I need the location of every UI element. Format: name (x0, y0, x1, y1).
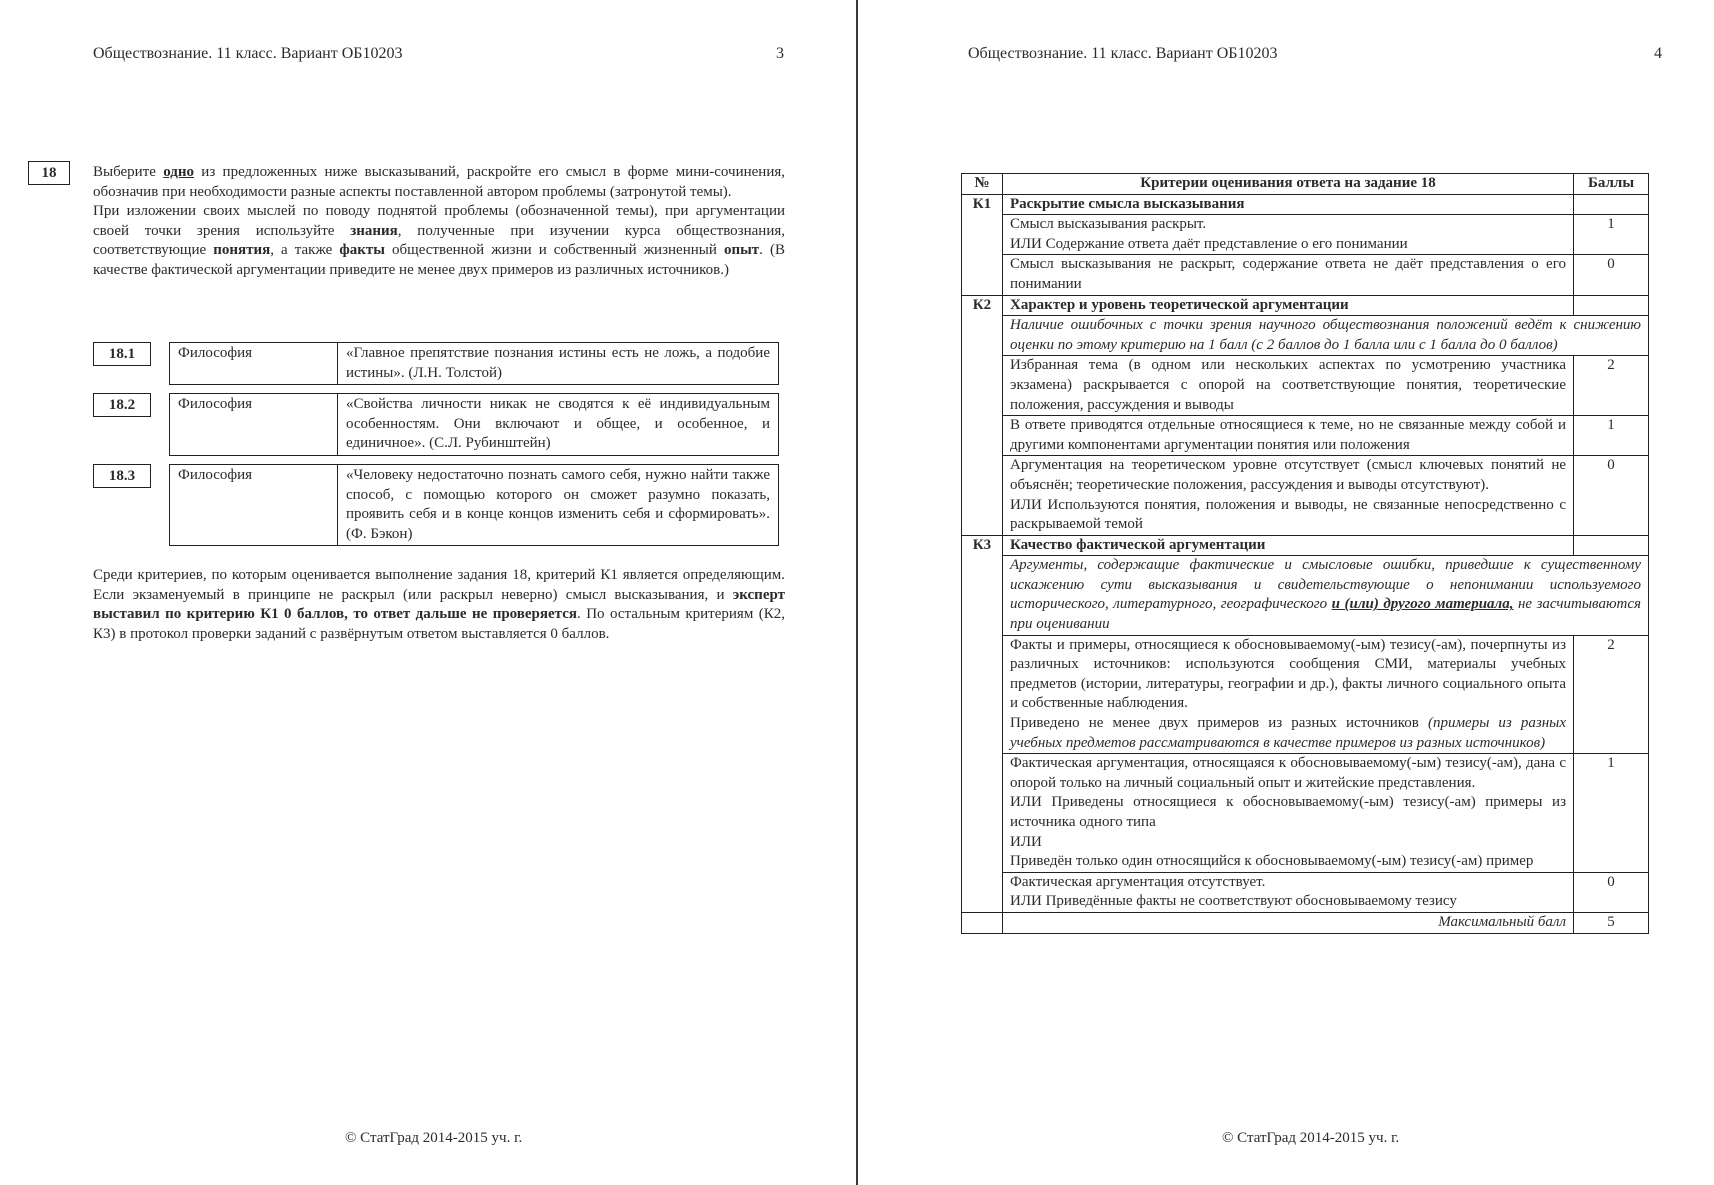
table-row: Избранная тема (в одном или нескольких аспектах по усмотрению участника экзамена) раскрывается с опорой на соответствующие понятия, теоретические положения, рассуждения и выводы 2 (962, 356, 1649, 416)
table-row: Аргументация на теоретическом уровне отсутствует (смысл ключевых понятий не объяснён; теоретические положения, рассуждения и выводы отсутствуют). ИЛИ Используются понятия, положения и выводы, не связанные непосредственно с раскрываемой темой 0 (962, 456, 1649, 535)
emphasis-one: одно (163, 164, 195, 180)
assessment-note: Среди критериев, по которым оценивается выполнение задания 18, критерий К1 является определяющим. Если экзаменуемый в принципе не раскрыл (или раскрыл неверно) смысл высказывания, и эксперт выставил по критерию К1 0 баллов, то ответ дальше не проверяется. По остальным критериям (К2, К3) в протокол проверки заданий с развёрнутым ответом выставляется 0 баллов. (93, 567, 785, 642)
points: 1 (1574, 215, 1649, 255)
option-subject: Философия (170, 465, 338, 545)
table-row: В ответе приводятся отдельные относящиеся к теме, но не связанные между собой и другими компонентами аргументации понятия или положения 1 (962, 416, 1649, 456)
points: 0 (1574, 456, 1649, 535)
option-subject: Философия (170, 394, 338, 455)
option-quote: «Свойства личности никак не сводятся к её индивидуальным особенностям. Они включают и общее, и особенное, и единичное». (С.Л. Рубинштейн) (346, 396, 770, 452)
max-score-label: Максимальный балл (1003, 912, 1574, 933)
criterion-title-row (962, 194, 1649, 215)
criterion-title: Характер и уровень теоретической аргументации (1003, 295, 1574, 316)
points: 2 (1574, 356, 1649, 416)
option-quote: «Человеку недостаточно познать самого себя, нужно найти также способ, с помощью которого он сможет разумно показать, проявить себя и в конце концов изменить себя и сформировать». (Ф. Бэкон) (346, 467, 770, 542)
table-header-row (962, 174, 1649, 195)
criteria-table (961, 173, 1649, 934)
criterion-note: Наличие ошибочных с точки зрения научного обществознания положений ведёт к снижению оценки по этому критерию на 1 балл (с 2 баллов до 1 балла или с 1 балла до 0 баллов) (1003, 316, 1649, 356)
points: 0 (1574, 872, 1649, 912)
left-page (0, 0, 856, 1185)
table-row: Факты и примеры, относящиеся к обосновываемому(-ым) тезису(-ам), почерпнуты из различных источников: используются сообщения СМИ, материалы учебных предметов (истории, литературы, географии и др.), факты личного социального опыта и собственные наблюдения. Приведено не менее двух примеров из разных источников (примеры из разных учебных предметов рассматриваются в качестве примеров из разных источников) 2 (962, 635, 1649, 754)
criterion-code: К2 (962, 295, 1003, 535)
option-quote: «Главное препятствие познания истины есть не ложь, а подобие истины». (Л.Н. Толстой) (346, 345, 770, 381)
points: 0 (1574, 255, 1649, 295)
criterion-title-row (962, 535, 1649, 556)
instruction-paragraph-1: Выберите одно из предложенных ниже высказываний, раскройте его смысл в форме мини-сочинения, обозначив при необходимости разные аспекты поставленной автором проблемы (затронутой темы). (93, 164, 785, 200)
criterion-title-row (962, 295, 1649, 316)
page-footer: © СтатГрад 2014-2015 уч. г. (345, 1130, 523, 1146)
col-points-header: Баллы (1574, 174, 1649, 195)
points: 2 (1574, 635, 1649, 754)
col-criteria-header: Критерии оценивания ответа на задание 18 (1003, 174, 1574, 195)
task-number-box: 18 (28, 161, 70, 185)
criterion-code: К3 (962, 535, 1003, 912)
table-row: Фактическая аргументация отсутствует. ИЛИ Приведённые факты не соответствуют обосновываемому тезису 0 (962, 872, 1649, 912)
criterion-note: Аргументы, содержащие фактические и смысловые ошибки, приведшие к существенному искажению сути высказывания и свидетельствующие о непонимании используемого исторического, литературного, географического и (или) другого материала, не засчитываются при оценивании (1003, 556, 1649, 635)
table-row: Фактическая аргументация, относящаяся к обосновываемому(-ым) тезису(-ам), дана с опорой только на личный социальный опыт и житейские представления. ИЛИ Приведены относящиеся к обосновываемому(-ым) тезису(-ам) примеры из источника одного типа ИЛИ Приведён только один относящийся к обосновываемому(-ым) тезису(-ам) пример 1 (962, 754, 1649, 873)
page-number: 3 (776, 45, 784, 62)
max-score-row (962, 912, 1649, 933)
page-footer: © СтатГрад 2014-2015 уч. г. (1222, 1130, 1400, 1146)
page-header: Обществознание. 11 класс. Вариант ОБ10203 (968, 45, 1278, 62)
criterion-title: Раскрытие смысла высказывания (1003, 194, 1574, 215)
criterion-note-row (962, 316, 1649, 356)
points: 1 (1574, 754, 1649, 873)
criterion-note-row (962, 556, 1649, 635)
option-number: 18.3 (93, 464, 151, 488)
criterion-code: К1 (962, 194, 1003, 295)
page-number: 4 (1654, 45, 1662, 62)
col-number-header: № (962, 174, 1003, 195)
option-subject: Философия (170, 343, 338, 384)
page-header: Обществознание. 11 класс. Вариант ОБ10203 (93, 45, 403, 62)
table-row: Смысл высказывания раскрыт. ИЛИ Содержание ответа даёт представление о его понимании 1 (962, 215, 1649, 255)
task-instructions (93, 163, 785, 281)
option-number: 18.1 (93, 342, 151, 366)
instruction-paragraph-2: При изложении своих мыслей по поводу поднятой проблемы (обозначенной темы), при аргументации своей точки зрения используйте знания, полученные при изучении курса обществознания, соответствующие понятия, а также факты общественной жизни и собственный жизненный опыт. (В качестве фактической аргументации приведите не менее двух примеров из различных источников.) (93, 203, 785, 278)
criterion-title: Качество фактической аргументации (1003, 535, 1574, 556)
table-row: Смысл высказывания не раскрыт, содержание ответа не даёт представления о его понимании 0 (962, 255, 1649, 295)
points: 1 (1574, 416, 1649, 456)
max-score-value: 5 (1574, 912, 1649, 933)
option-number: 18.2 (93, 393, 151, 417)
page-divider (856, 0, 858, 1185)
